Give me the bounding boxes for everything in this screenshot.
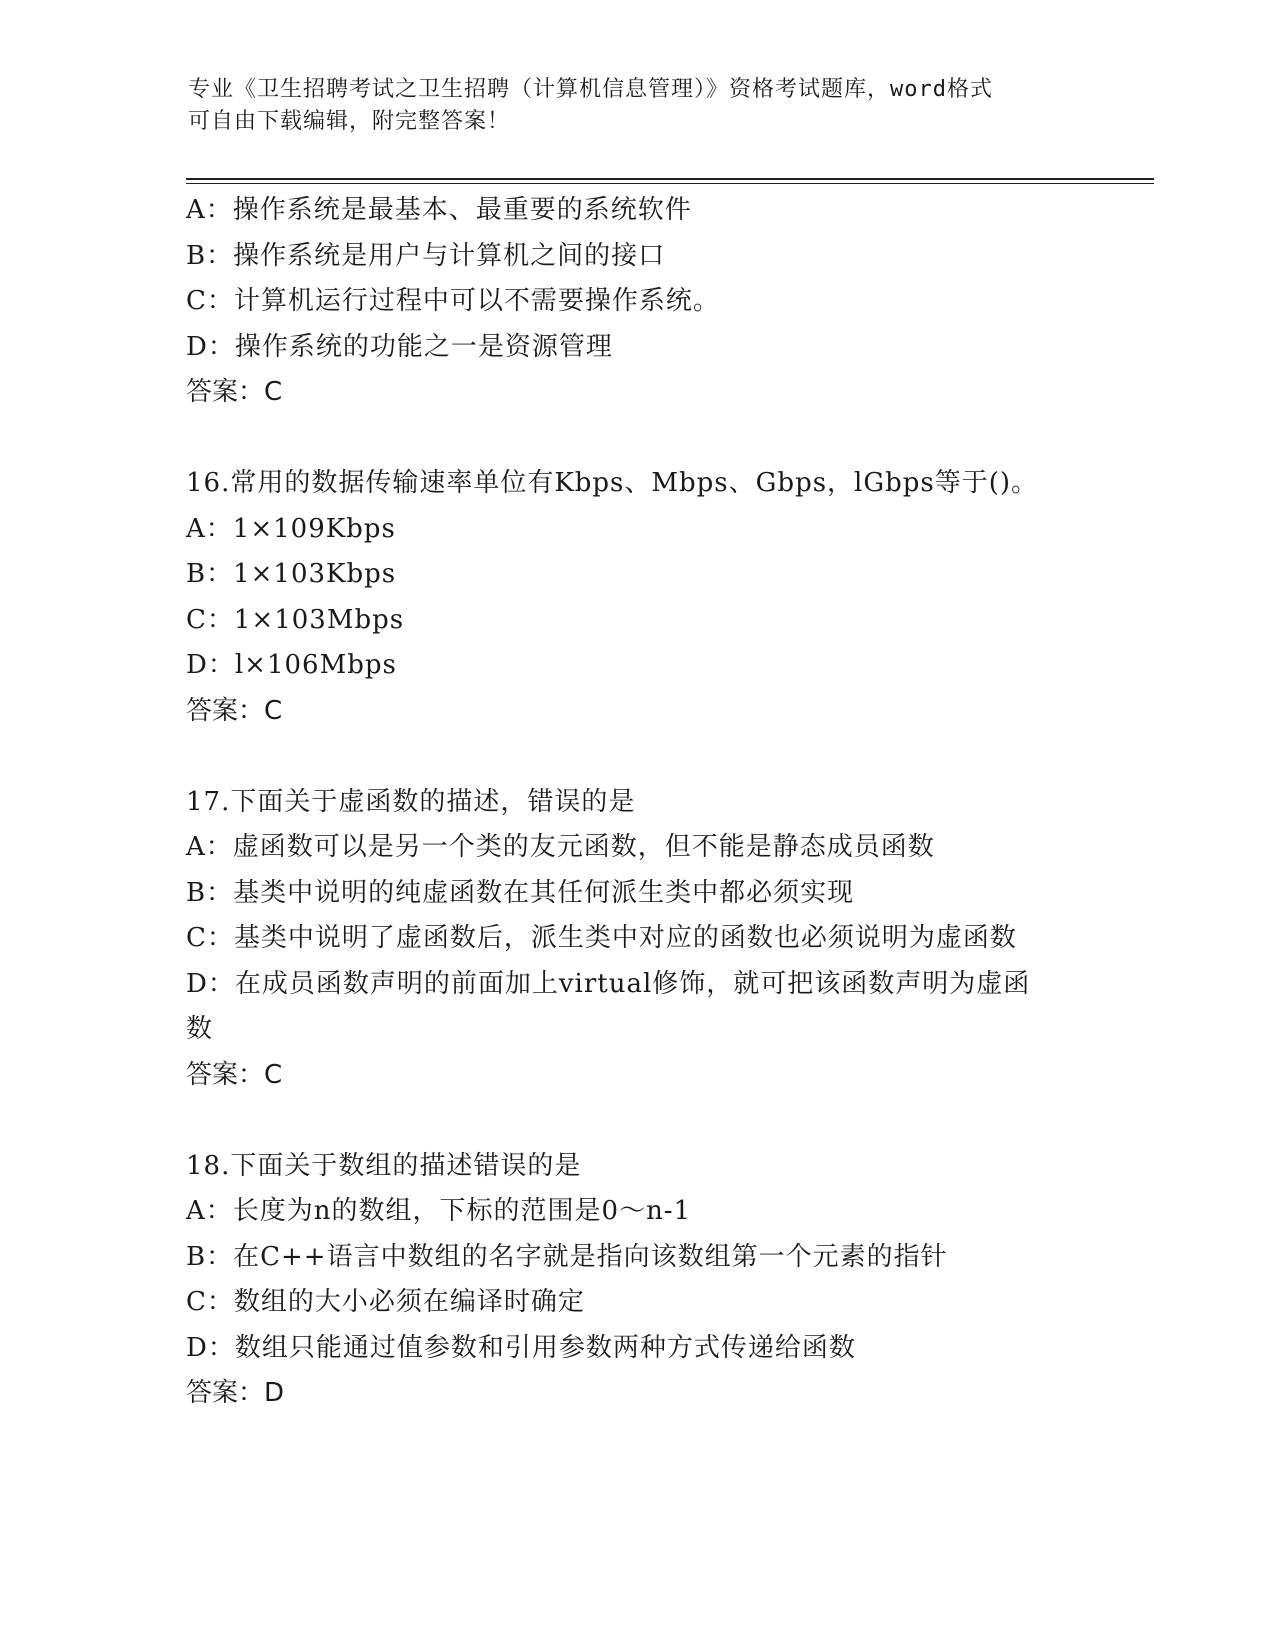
option-d: D：l×106Mbps xyxy=(186,650,397,680)
option-b: B：操作系统是用户与计算机之间的接口 xyxy=(186,240,666,271)
option-a: A：长度为n的数组，下标的范围是0～n-1 xyxy=(186,1196,692,1226)
question-16 xyxy=(186,461,1126,734)
option-b: B：基类中说明的纯虚函数在其任何派生类中都必须实现 xyxy=(186,877,855,908)
question-15 xyxy=(186,188,1126,416)
answer: 答案：D xyxy=(186,1378,285,1408)
document-header xyxy=(188,74,1088,138)
question-text: 18.下面关于数组的描述错误的是 xyxy=(186,1150,582,1181)
answer: 答案：C xyxy=(186,377,283,407)
option-c: C：计算机运行过程中可以不需要操作系统。 xyxy=(186,286,720,316)
option-a: A：操作系统是最基本、最重要的系统软件 xyxy=(186,195,692,225)
question-list xyxy=(186,188,1126,1417)
option-c: C：数组的大小必须在编译时确定 xyxy=(186,1287,585,1317)
option-d: D：操作系统的功能之一是资源管理 xyxy=(186,331,613,362)
header-divider-thin xyxy=(186,183,1154,184)
option-d: D：在成员函数声明的前面加上virtual修饰，就可把该函数声明为虚函数 xyxy=(186,968,1031,1044)
option-a: A：虚函数可以是另一个类的友元函数，但不能是静态成员函数 xyxy=(186,832,935,862)
option-b: B：1×103Kbps xyxy=(186,559,397,589)
header-line-1: 专业《卫生招聘考试之卫生招聘（计算机信息管理）》资格考试题库，word格式 xyxy=(188,77,993,102)
option-c: C：基类中说明了虚函数后，派生类中对应的函数也必须说明为虚函数 xyxy=(186,923,1017,953)
answer: 答案：C xyxy=(186,1059,283,1090)
header-divider-thick xyxy=(186,178,1154,180)
option-a: A：1×109Kbps xyxy=(186,513,396,544)
answer: 答案：C xyxy=(186,695,283,726)
option-c: C：1×103Mbps xyxy=(186,604,405,635)
question-18 xyxy=(186,1144,1126,1417)
option-b: B：在C++语言中数组的名字就是指向该数组第一个元素的指针 xyxy=(186,1241,948,1272)
question-17 xyxy=(186,780,1126,1099)
question-text: 17.下面关于虚函数的描述，错误的是 xyxy=(186,786,636,817)
question-text: 16.常用的数据传输速率单位有Kbps、Mbps、Gbps，lGbps等于()。 xyxy=(186,468,1039,498)
option-d: D：数组只能通过值参数和引用参数两种方式传递给函数 xyxy=(186,1332,856,1363)
header-line-2: 可自由下载编辑，附完整答案！ xyxy=(188,109,511,134)
